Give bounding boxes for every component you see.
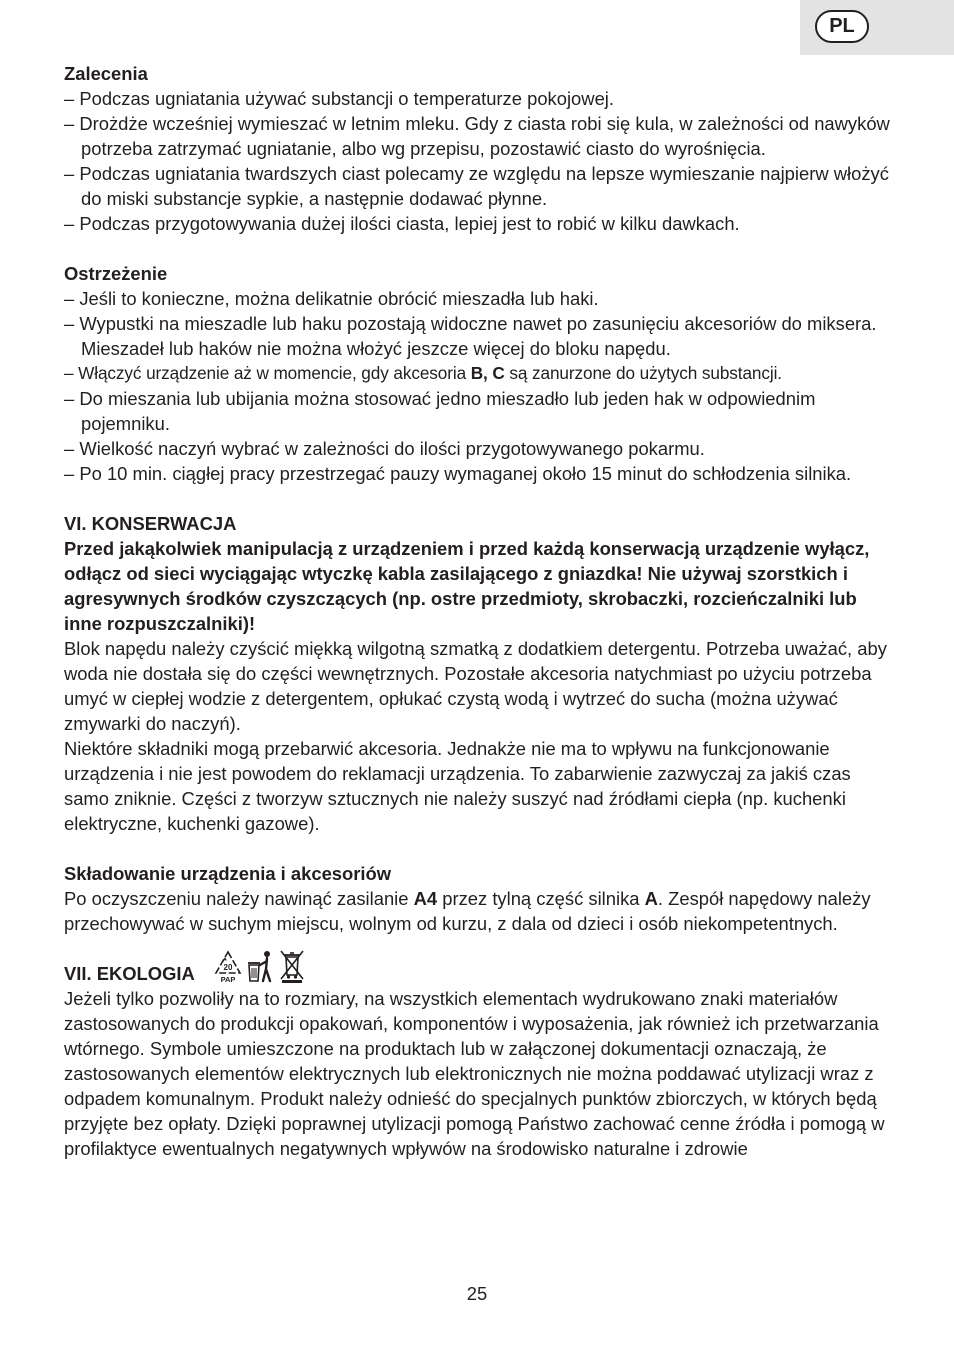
maintenance-bold-warning: Przed jakąkolwiek manipulacją z urządzeniem i przed każdą konserwacją urządzenie wyłącz, odłącz od sieci wyciągając wtyczkę kabla zasilającego z gniazdka! Nie używaj szorstkich i agresywnych środków czyszczących (np. ostre przedmioty, skrobaczki, rozcieńczalniki lub inne rozpuszczalniki)!	[64, 538, 870, 634]
ecology-paragraph: Jeżeli tylko pozwoliły na to rozmiary, na wszystkich elementach wydrukowano znaki materiałów zastosowanych do produkcji opakowań, komponentów i wyposażenia, jak również ich przetwarzania wtórnego. Symbole umieszczone na produktach lub w załączonej dokumentacji oznaczają, że zastosowanych elementów elektrycznych lub elektronicznych nie można poddawać utylizacji wraz z odpadem komunalnym. Produkt należy odnieść do specjalnych punktów zbiorczych, w których będą przyjęte bez opłaty. Dzięki poprawnej utylizacji pomogą Państwo zachować cenne źródła i pomogą w profilaktyce ewentualnych negatywnych wpływów na środowisko naturalne i zdrowie	[64, 988, 885, 1159]
tidyman-icon	[246, 949, 276, 983]
part-reference: A	[644, 888, 658, 909]
warning-item: – Wielkość naczyń wybrać w zależności do ilości przygotowywanego pokarmu.	[64, 438, 705, 459]
language-badge: PL	[815, 10, 869, 43]
page-content	[64, 61, 894, 1161]
warning-item: – Jeśli to konieczne, można delikatnie obrócić mieszadła lub haki.	[64, 288, 599, 309]
recycle-20-pap-icon	[213, 949, 243, 983]
svg-text:20: 20	[223, 963, 233, 972]
recommendation-item: – Podczas ugniatania twardszych ciast polecamy ze względu na lepsze wymieszanie najpierw włożyć do miski substancje sypkie, a następnie dodawać płynne.	[64, 163, 889, 209]
storage-title: Składowanie urządzenia i akcesoriów	[64, 863, 392, 884]
maintenance-title: VI. KONSERWACJA	[64, 513, 237, 534]
maintenance-paragraph: Blok napędu należy czyścić miękką wilgotną szmatką z dodatkiem detergentu. Potrzeba uważać, aby woda nie dostała się do części wewnętrznych. Pozostałe akcesoria natychmiast po użyciu potrzeba umyć w ciepłej wodzie z detergentem, opłukać czystą wodą i wytrzeć do sucha (można używać zmywarki do naczyń).	[64, 638, 887, 734]
warning-item: – Do mieszania lub ubijania można stosować jedno mieszadło lub jeden hak w odpowiednim pojemniku.	[64, 388, 816, 434]
language-tab	[800, 0, 954, 55]
recommendation-item: – Podczas przygotowywania dużej ilości ciasta, lepiej jest to robić w kilku dawkach.	[64, 213, 740, 234]
ecology-heading	[64, 952, 894, 986]
crossed-bin-icon	[279, 949, 305, 983]
recommendations-title: Zalecenia	[64, 63, 148, 84]
ecology-icons	[213, 949, 305, 983]
recommendation-item: – Drożdże wcześniej wymieszać w letnim mleku. Gdy z ciasta robi się kula, w zależności od nawyków potrzeba zatrzymać ugniatanie, albo wg przepisu, pozostawić ciasto do wyrośnięcia.	[64, 113, 890, 159]
warning-item: – Wypustki na mieszadle lub haku pozostają widoczne nawet po zasunięciu akcesoriów do miksera. Mieszadeł lub haków nie można włożyć jeszcze więcej do bloku napędu.	[64, 313, 877, 359]
page-number: 25	[466, 1283, 488, 1304]
ecology-title: VII. EKOLOGIA	[64, 963, 195, 984]
part-reference: A4	[413, 888, 438, 909]
warning-title: Ostrzeżenie	[64, 263, 168, 284]
warning-item: – Włączyć urządzenie aż w momencie, gdy akcesoria B, C są zanurzone do użytych substancji.	[64, 363, 782, 383]
warning-item: – Po 10 min. ciągłej pracy przestrzegać pauzy wymaganej około 15 minut do schłodzenia silnika.	[64, 463, 852, 484]
recommendation-item: – Podczas ugniatania używać substancji o temperaturze pokojowej.	[64, 88, 614, 109]
svg-text:PAP: PAP	[220, 975, 236, 983]
maintenance-paragraph: Niektóre składniki mogą przebarwić akcesoria. Jednakże nie ma to wpływu na funkcjonowanie urządzenia i nie jest powodem do reklamacji urządzenia. To zabarwienie zazwyczaj za jakiś czas samo zniknie. Części z tworzyw sztucznych nie należy suszyć nad źródłami ciepła (np. kuchenki elektryczne, kuchenki gazowe).	[64, 738, 851, 834]
storage-paragraph: Po oczyszczeniu należy nawinąć zasilanie A4 przez tylną część silnika A. Zespół napędowy należy przechowywać w suchym miejscu, wolnym od kurzu, z dala od dzieci i osób niekompetentnych.	[64, 888, 871, 934]
accessory-reference: B, C	[470, 363, 505, 383]
